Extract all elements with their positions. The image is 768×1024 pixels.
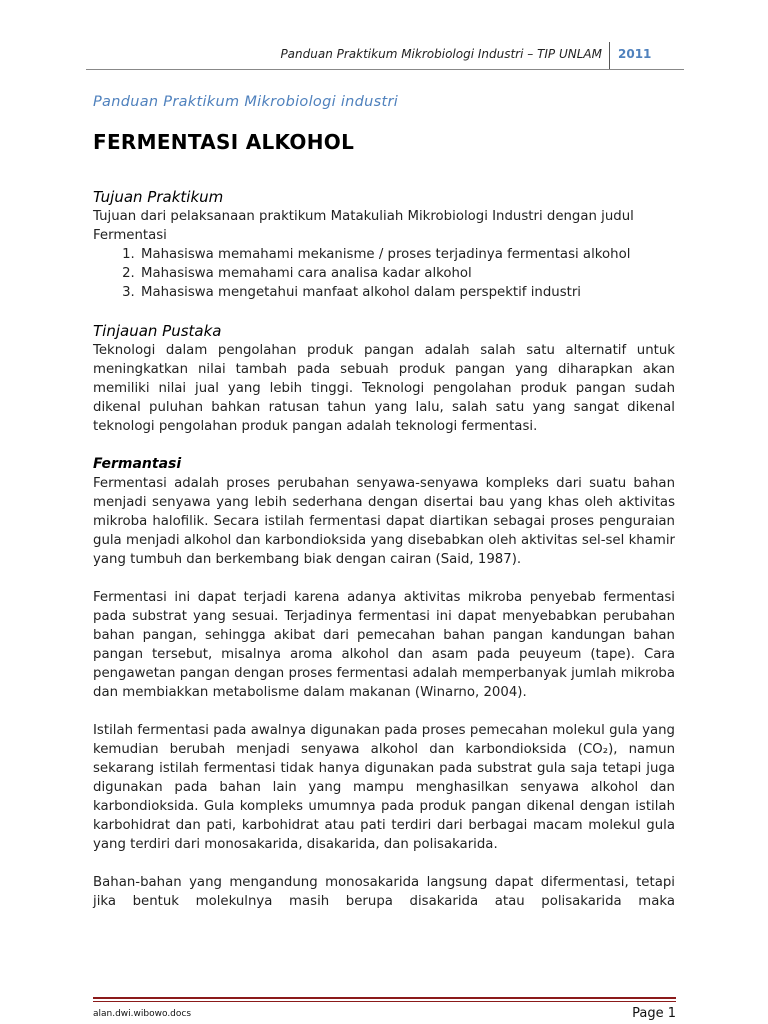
list-item: 3. Mahasiswa mengetahui manfaat alkohol dalam perspektif industri [139, 283, 675, 302]
tinjauan-paragraph: Teknologi dalam pengolahan produk pangan adalah salah satu alternatif untuk meningkatkan nilai tambah pada sebuah produk pangan yang diharapkan akan memiliki nilai jual yang lebih tinggi. Teknologi pengolahan produk pangan sudah dikenal puluhan bahkan ratusan tahun yang lalu, salah satu yang sangat dikenal teknologi pengolahan produk pangan adalah teknologi fermentasi. [93, 343, 675, 434]
running-header-title: Panduan Praktikum Mikrobiologi Industri – TIP UNLAM [280, 47, 602, 61]
tujuan-intro: Tujuan dari pelaksanaan praktikum Matakuliah Mikrobiologi Industri dengan judul Fermentasi [93, 209, 634, 243]
header-separator [609, 42, 610, 70]
section-heading-tinjauan: Tinjauan Pustaka [93, 322, 222, 340]
header-year: 2011 [618, 47, 652, 61]
document-title: FERMENTASI ALKOHOL [93, 130, 355, 154]
footer-author: alan.dwi.wibowo.docs [93, 1009, 192, 1019]
section-heading-tujuan: Tujuan Praktikum [93, 188, 224, 206]
list-item: 2. Mahasiswa memahami cara analisa kadar alkohol [139, 264, 675, 283]
tujuan-list [93, 245, 675, 302]
fermentasi-paragraph-1: Fermentasi adalah proses perubahan senyawa-senyawa kompleks dari suatu bahan menjadi senyawa yang lebih sederhana dengan disertai bau yang khas oleh aktivitas mikroba halofilik. Secara istilah fermentasi dapat diartikan sebagai proses penguraian gula menjadi alkohol dan karbondioksida yang disebabkan oleh aktivitas sel-sel khamir yang tumbuh dan berkembang biak dengan cairan (Said, 1987). [93, 476, 675, 567]
document-subtitle: Panduan Praktikum Mikrobiologi industri [93, 94, 399, 110]
footer-rule [93, 997, 676, 999]
subsection-heading-fermentasi: Fermantasi [93, 456, 182, 472]
page-number: Page 1 [632, 1006, 676, 1021]
fermentasi-paragraph-4: Bahan-bahan yang mengandung monosakarida langsung dapat difermentasi, tetapi jika bentuk molekulnya masih berupa disakarida atau polisakarida maka [93, 875, 675, 909]
fermentasi-paragraph-2: Fermentasi ini dapat terjadi karena adanya aktivitas mikroba penyebab fermentasi pada substrat yang sesuai. Terjadinya fermentasi ini dapat menyebabkan perubahan bahan pangan, sehingga akibat dari pemecahan bahan pangan kandungan bahan pangan tersebut, misalnya aroma alkohol dan asam pada peuyeum (tape). Cara pengawetan pangan dengan proses fermentasi adalah memperbanyak jumlah mikroba dan membiakkan metabolisme dalam makanan (Winarno, 2004). [93, 590, 675, 700]
footer-rule-thin [93, 1001, 676, 1002]
header-rule [86, 69, 684, 70]
document-body [93, 88, 675, 911]
list-item: 1. Mahasiswa memahami mekanisme / proses terjadinya fermentasi alkohol [139, 245, 675, 264]
fermentasi-paragraph-3: Istilah fermentasi pada awalnya digunakan pada proses pemecahan molekul gula yang kemudian berubah menjadi senyawa alkohol dan karbondioksida (CO₂), namun sekarang istilah fermentasi tidak hanya digunakan pada substrat gula saja tetapi juga digunakan pada bahan lain yang mampu menghasilkan senyawa alkohol dan karbondioksida. Gula kompleks umumnya pada produk pangan dikenal dengan istilah karbohidrat dan pati, karbohidrat atau pati terdiri dari berbagai macam molekul gula yang terdiri dari monosakarida, disakarida, dan polisakarida. [93, 723, 675, 852]
